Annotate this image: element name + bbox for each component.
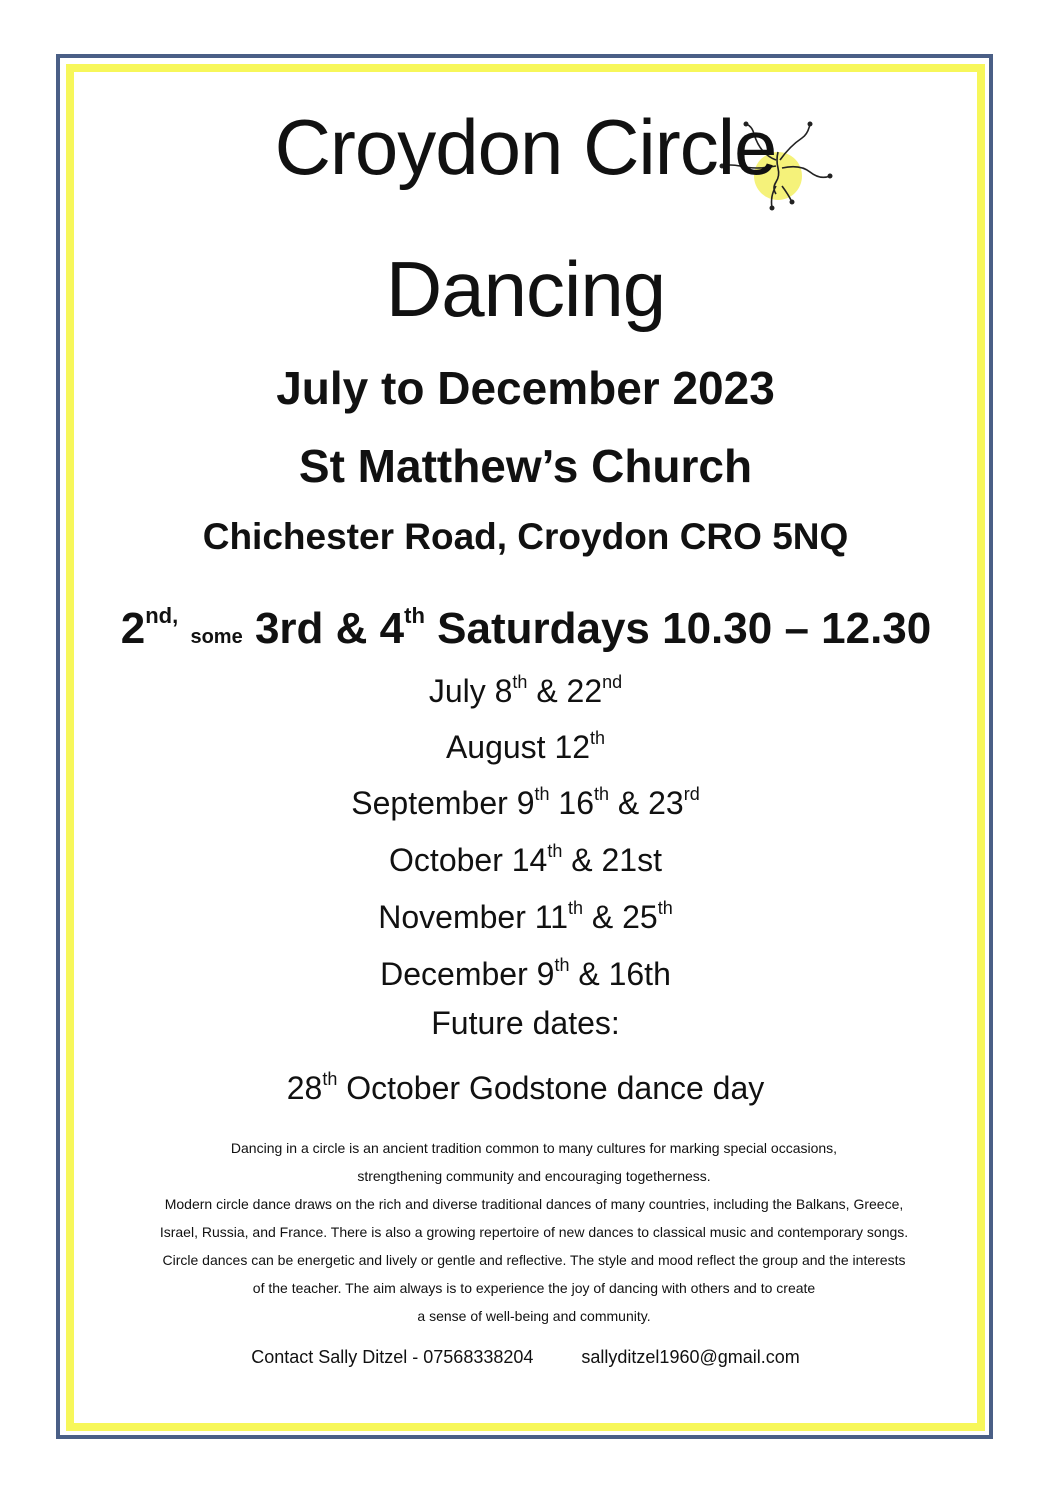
date-suffix: th bbox=[534, 784, 550, 804]
date-suffix: th bbox=[590, 728, 606, 748]
date-text: September 9 bbox=[351, 785, 535, 821]
date-suffix: th bbox=[547, 841, 563, 861]
date-text: & 23 bbox=[609, 785, 684, 821]
date-suffix: th bbox=[657, 898, 673, 918]
venue-address: Chichester Road, Croydon CRO 5NQ bbox=[202, 516, 849, 557]
date-text: & 16th bbox=[569, 956, 671, 992]
dates-november bbox=[74, 888, 977, 937]
date-text: December 9 bbox=[380, 956, 555, 992]
title-line-1: Croydon Circle bbox=[274, 103, 777, 191]
contact-name-phone: Contact Sally Ditzel - 07568338204 bbox=[251, 1347, 534, 1367]
date-suffix: rd bbox=[683, 784, 700, 804]
date-text: 16 bbox=[549, 785, 594, 821]
date-suffix: nd bbox=[602, 672, 623, 692]
schedule-line bbox=[46, 588, 1006, 665]
schedule-some: some bbox=[190, 626, 243, 648]
date-text: November 11 bbox=[378, 899, 568, 935]
description-line: Israel, Russia, and France. There is also a growing repertoire of new dances to classical music and contemporary songs. bbox=[159, 1224, 909, 1240]
schedule-time: Saturdays 10.30 – 12.30 bbox=[437, 604, 932, 653]
description-line: of the teacher. The aim always is to experience the joy of dancing with others and to create bbox=[252, 1280, 816, 1296]
description-line: Dancing in a circle is an ancient tradition common to many cultures for marking special occasions, bbox=[230, 1140, 838, 1156]
dates-december bbox=[74, 945, 977, 994]
schedule-ordinal-1: 2 bbox=[120, 604, 146, 653]
date-text: July 8 bbox=[428, 673, 513, 709]
date-text: August 12 bbox=[445, 729, 591, 765]
date-text: October Godstone dance day bbox=[337, 1070, 765, 1106]
description-line: strengthening community and encouraging togetherness. bbox=[357, 1168, 711, 1184]
dates-october bbox=[74, 831, 977, 880]
date-text: October 14 bbox=[389, 842, 548, 878]
contact-line bbox=[74, 1342, 977, 1372]
description-line: Modern circle dance draws on the rich and diverse traditional dances of many countries, including the Balkans, Greece, bbox=[164, 1196, 904, 1212]
date-suffix: th bbox=[322, 1069, 338, 1089]
description-line: Circle dances can be energetic and lively or gentle and reflective. The style and mood reflect the group and the interests bbox=[162, 1252, 906, 1268]
dates-september bbox=[74, 774, 977, 823]
date-suffix: th bbox=[567, 898, 583, 918]
dates-august bbox=[74, 718, 977, 767]
future-event bbox=[74, 1059, 977, 1108]
description-line: a sense of well-being and community. bbox=[417, 1308, 651, 1324]
date-text: & 25 bbox=[583, 899, 658, 935]
contact-email[interactable]: sallyditzel1960@gmail.com bbox=[581, 1347, 800, 1367]
date-text: & 22 bbox=[527, 673, 603, 709]
date-suffix: th bbox=[593, 784, 609, 804]
schedule-suffix-1: nd, bbox=[145, 603, 179, 628]
flyer-content bbox=[74, 72, 977, 1423]
event-period: July to December 2023 bbox=[276, 362, 775, 414]
schedule-suffix-2: th bbox=[404, 603, 425, 628]
venue-name: St Matthew’s Church bbox=[298, 440, 753, 492]
date-text: 28 bbox=[286, 1070, 323, 1106]
date-text: & 21st bbox=[562, 842, 662, 878]
dates-july bbox=[74, 662, 977, 711]
description bbox=[104, 1134, 964, 1330]
schedule-ordinal-2: 3rd & 4 bbox=[254, 604, 405, 653]
future-dates-heading: Future dates: bbox=[431, 1005, 620, 1041]
title-line-2: Dancing bbox=[385, 245, 666, 333]
date-suffix: th bbox=[554, 955, 570, 975]
date-suffix: th bbox=[512, 672, 528, 692]
